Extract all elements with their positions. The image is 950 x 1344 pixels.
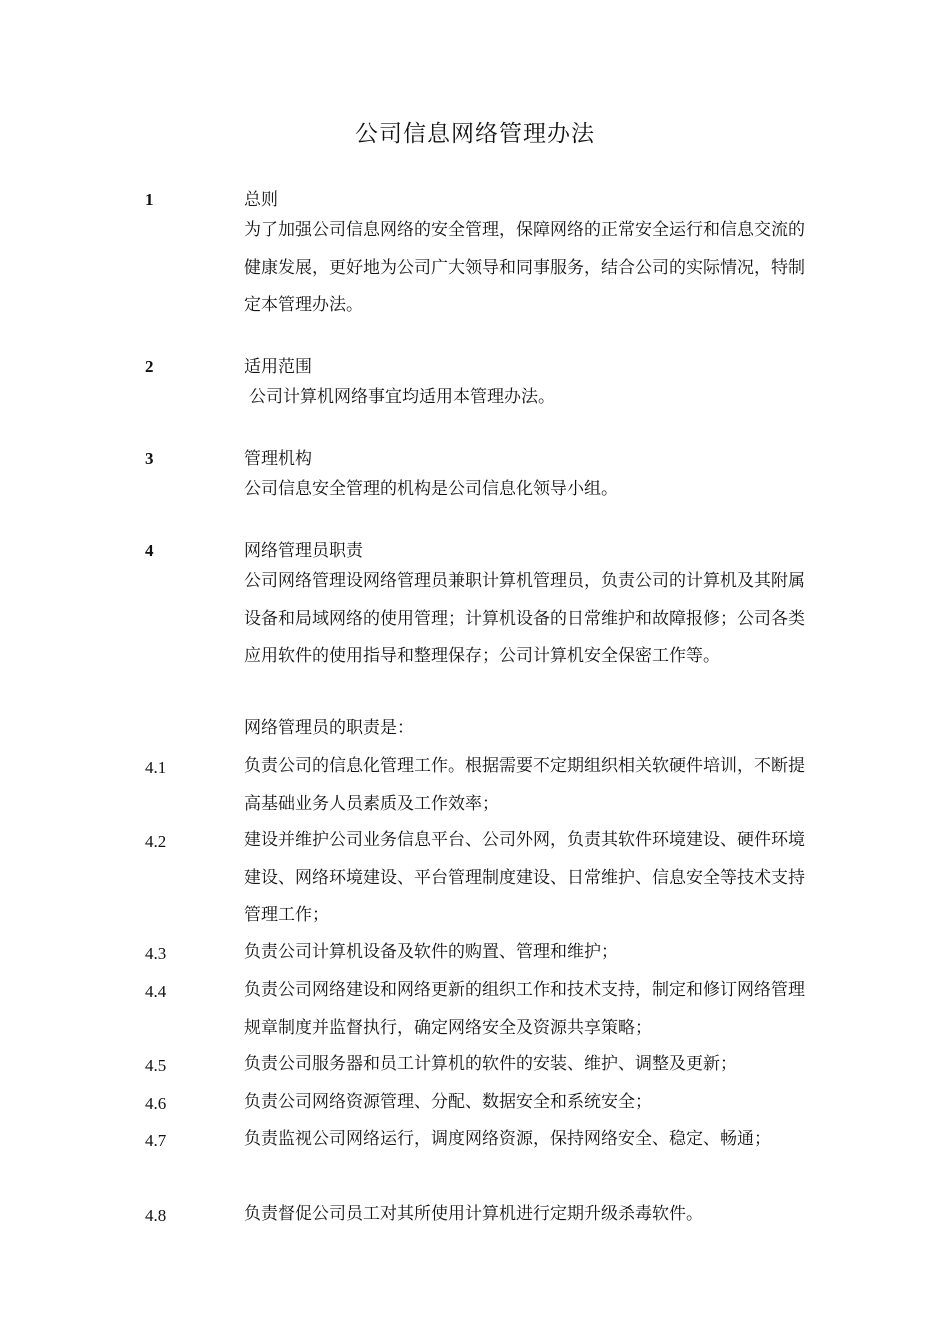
list-item: 负责督促公司员工对其所使用计算机进行定期升级杀毒软件。 (244, 1204, 703, 1224)
item-number: 4.4 (145, 982, 167, 1001)
item-number: 4.7 (145, 1131, 167, 1150)
list-item: 负责公司计算机设备及软件的购置、管理和维护； (244, 942, 618, 962)
section-heading: 总则 (244, 190, 278, 210)
section-number: 1 (145, 190, 154, 209)
section-number: 3 (145, 449, 154, 468)
section-paragraph: 为了加强公司信息网络的安全管理，保障网络的正常安全运行和信息交流的健康发展，更好地为公司广大领导和同事服务，结合公司的实际情况，特制定本管理办法。 (244, 220, 805, 315)
section-paragraph: 公司信息安全管理的机构是公司信息化领导小组。 (244, 479, 618, 499)
item-number: 4.6 (145, 1094, 167, 1113)
document-title: 公司信息网络管理办法 (355, 121, 595, 147)
section-paragraph: 公司网络管理设网络管理员兼职计算机管理员，负责公司的计算机及其附属设备和局域网络的使用管理；计算机设备的日常维护和故障报修；公司各类应用软件的使用指导和整理保存；公司计算机安全保密工作等。 (244, 571, 805, 666)
section-heading: 管理机构 (244, 449, 312, 469)
item-number: 4.3 (145, 944, 167, 963)
list-item: 负责公司的信息化管理工作。根据需要不定期组织相关软硬件培训，不断提高基础业务人员素质及工作效率； (244, 756, 805, 814)
list-item: 负责公司服务器和员工计算机的软件的安装、维护、调整及更新； (244, 1054, 737, 1074)
section-number: 4 (145, 541, 154, 560)
list-item: 负责公司网络建设和网络更新的组织工作和技术支持，制定和修订网络管理规章制度并监督执行，确定网络安全及资源共享策略； (244, 980, 805, 1038)
list-item: 负责公司网络资源管理、分配、数据安全和系统安全； (244, 1092, 652, 1112)
section-number: 2 (145, 357, 154, 376)
list-item: 建设并维护公司业务信息平台、公司外网，负责其软件环境建设、硬件环境建设、网络环境建设、平台管理制度建设、日常维护、信息安全等技术支持管理工作； (244, 830, 805, 925)
item-number: 4.5 (145, 1056, 167, 1075)
item-number: 4.8 (145, 1206, 167, 1225)
section-heading: 网络管理员职责 (244, 541, 363, 561)
section-paragraph: 网络管理员的职责是： (244, 718, 414, 738)
item-number: 4.2 (145, 832, 167, 851)
list-item: 负责监视公司网络运行，调度网络资源，保持网络安全、稳定、畅通； (244, 1129, 771, 1149)
section-paragraph: 公司计算机网络事宜均适用本管理办法。 (249, 387, 555, 407)
section-heading: 适用范围 (244, 357, 312, 377)
item-number: 4.1 (145, 758, 167, 777)
